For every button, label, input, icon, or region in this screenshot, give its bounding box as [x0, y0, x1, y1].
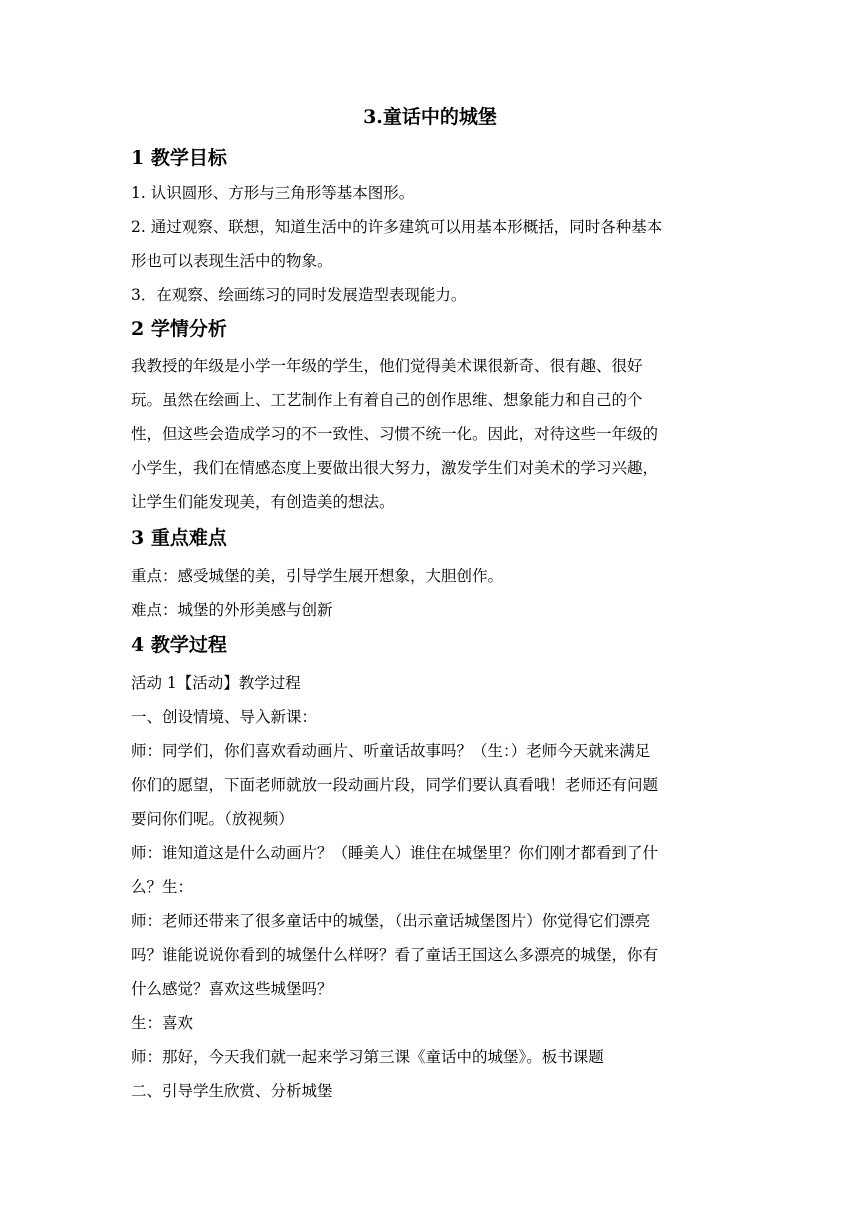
analysis-line: 小学生，我们在情感态度上要做出很大努力，激发学生们对美术的学习兴趣，	[131, 459, 659, 477]
process-line: 活动 1【活动】教学过程	[131, 674, 301, 692]
section-heading-key-points: 3 重点难点	[131, 527, 227, 549]
difficulty-line: 难点：城堡的外形美感与创新	[131, 601, 333, 619]
process-line: 二、引导学生欣赏、分析城堡	[131, 1082, 333, 1100]
objective-item-2-cont: 形也可以表现生活中的物象。	[131, 252, 333, 270]
analysis-line: 让学生们能发现美，有创造美的想法。	[131, 493, 395, 511]
analysis-line: 玩。虽然在绘画上、工艺制作上有着自己的创作思维、想象能力和自己的个	[131, 391, 643, 409]
process-line: 一、创设情境、导入新课：	[131, 708, 318, 726]
section-heading-analysis: 2 学情分析	[131, 318, 227, 340]
process-line: 要问你们呢。（放视频）	[131, 810, 294, 828]
process-line: 吗？谁能说说你看到的城堡什么样呀？看了童话王国这么多漂亮的城堡，你有	[131, 946, 659, 964]
analysis-line: 我教授的年级是小学一年级的学生，他们觉得美术课很新奇、很有趣、很好	[131, 357, 643, 375]
objective-item-3: 3．在观察、绘画练习的同时发展造型表现能力。	[131, 286, 467, 304]
process-line: 么？生：	[131, 878, 194, 896]
section-heading-objectives: 1 教学目标	[131, 147, 227, 169]
objective-item-2: 2. 通过观察、联想，知道生活中的许多建筑可以用基本形概括，同时各种基本	[131, 218, 663, 236]
section-heading-process: 4 教学过程	[131, 634, 227, 656]
process-line: 生：喜欢	[131, 1014, 194, 1032]
process-line: 什么感觉？喜欢这些城堡吗？	[131, 980, 333, 998]
objective-item-1: 1. 认识圆形、方形与三角形等基本图形。	[131, 184, 415, 202]
process-line: 师：那好，今天我们就一起来学习第三课《童话中的城堡》。板书课题	[131, 1048, 604, 1066]
process-line: 你们的愿望，下面老师就放一段动画片段，同学们要认真看哦！老师还有问题	[131, 776, 659, 794]
key-point-line: 重点：感受城堡的美，引导学生展开想象，大胆创作。	[131, 567, 504, 585]
document-title: 3.童话中的城堡	[363, 106, 497, 128]
process-line: 师：老师还带来了很多童话中的城堡，（出示童话城堡图片）你觉得它们漂亮	[131, 912, 651, 930]
analysis-line: 性，但这些会造成学习的不一致性、习惯不统一化。因此，对待这些一年级的	[131, 425, 659, 443]
process-line: 师：同学们，你们喜欢看动画片、听童话故事吗？（生：）老师今天就来满足	[131, 742, 651, 760]
process-line: 师：谁知道这是什么动画片？（睡美人）谁住在城堡里？你们刚才都看到了什	[131, 844, 659, 862]
